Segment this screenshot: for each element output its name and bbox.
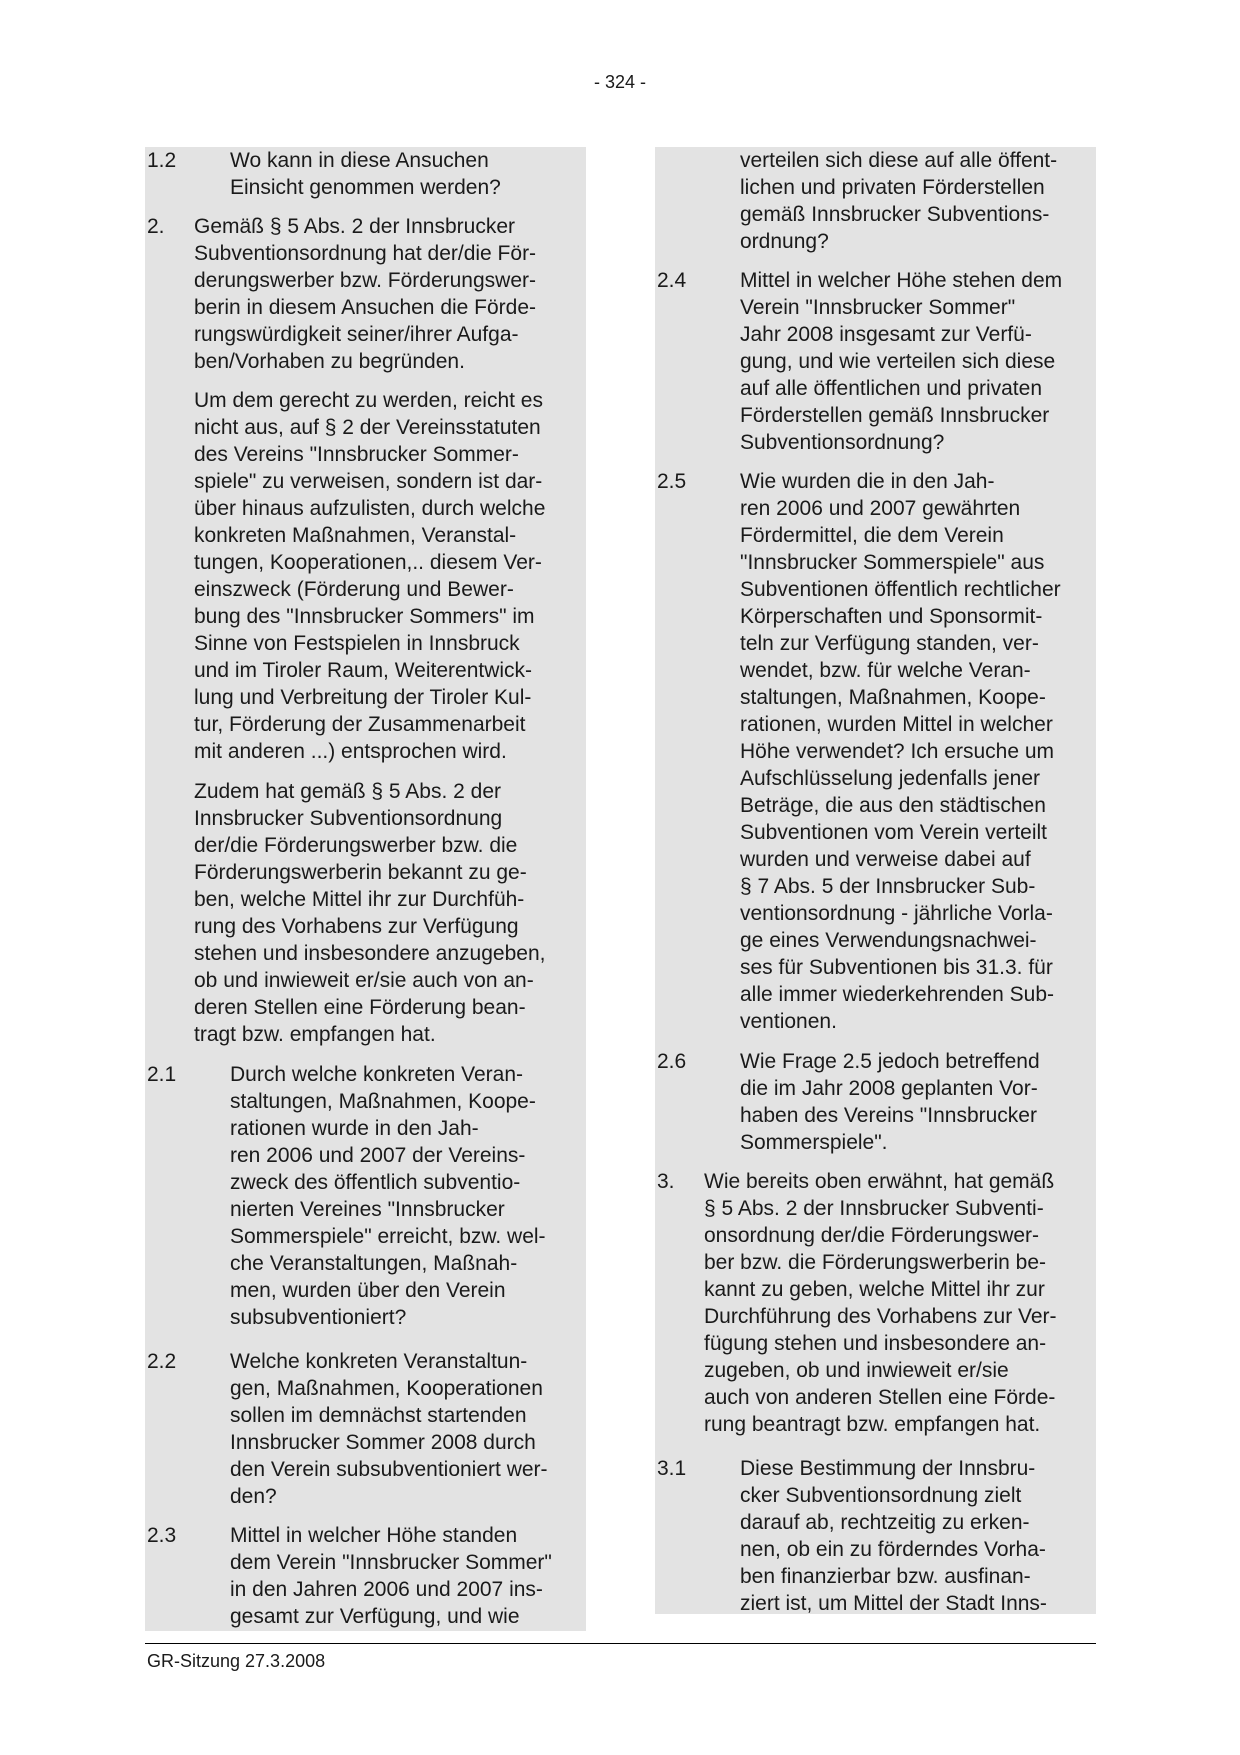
question-text: Wo kann in diese Ansuchen Einsicht genommen werden?	[230, 149, 501, 199]
question-number: 2.6	[657, 1050, 687, 1073]
question-text: Wie bereits oben erwähnt, hat gemäß § 5 Abs. 2 der Innsbrucker Subventi- onsordnung der/die Förderungswer- ber bzw. die Förderungswerberin be- kannt zu geben, welche Mittel ihr zur Durchführung des Vorhabens zur Ver- fügung stehen und insbesondere an- zugeben, ob und inwieweit er/sie auch von anderen Stellen eine Förde- rung beantragt bzw. empfangen hat.	[704, 1170, 1057, 1436]
question-number: 2.4	[657, 269, 687, 292]
footer-text: GR-Sitzung 27.3.2008	[147, 1651, 326, 1671]
paragraph: Zudem hat gemäß § 5 Abs. 2 der Innsbrucker Subventionsordnung der/die Förderungswerber bzw. die Förderungswerberin bekannt zu ge- ben, welche Mittel ihr zur Durchfüh- rung des Vorhabens zur Verfügung stehen und insbesondere anzugeben, ob und inwieweit er/sie auch von an- deren Stellen eine Förderung bean- tragt bzw. empfangen hat.	[194, 780, 546, 1046]
page-number: - 324 -	[593, 72, 647, 92]
question-text: Welche konkreten Veranstaltun- gen, Maßnahmen, Kooperationen sollen im demnächst startenden Innsbrucker Sommer 2008 durch den Verein subsubventioniert wer- den?	[230, 1350, 548, 1508]
question-text: Wie wurden die in den Jah- ren 2006 und 2007 gewährten Fördermittel, die dem Verein "Innsbrucker Sommerspiele" aus Subventionen öffentlich rechtlicher Körperschaften und Sponsormit- teln zur Verfügung standen, ver- wendet, bzw. für welche Veran- staltungen, Maßnahmen, Koope- rationen, wurden Mittel in welcher Höhe verwendet? Ich ersuche um Aufschlüsselung jedenfalls jener Beträge, die aus den städtischen Subventionen vom Verein verteilt wurden und verweise dabei auf § 7 Abs. 5 der Innsbrucker Sub- ventionsordnung - jährliche Vorla- ge eines Verwendungsnachwei- ses für Subventionen bis 31.3. für alle immer wiederkehrenden Sub- ventionen.	[740, 470, 1061, 1033]
question-number: 2.2	[147, 1350, 177, 1373]
question-number: 3.1	[657, 1457, 687, 1480]
paragraph: Um dem gerecht zu werden, reicht es nicht aus, auf § 2 der Vereinsstatuten des Vereins "Innsbrucker Sommer- spiele" zu verweisen, sondern ist dar- über hinaus aufzulisten, durch welche konkreten Maßnahmen, Veranstal- tungen, Kooperationen,.. diesem Ver- einszweck (Förderung und Bewer- bung des "Innsbrucker Sommers" im Sinne von Festspielen in Innsbruck und im Tiroler Raum, Weiterentwick- lung und Verbreitung der Tiroler Kul- tur, Förderung der Zusammenarbeit mit anderen ...) entsprochen wird.	[194, 389, 546, 763]
question-text: Wie Frage 2.5 jedoch betreffend die im Jahr 2008 geplanten Vor- haben des Vereins "Innsbrucker Sommerspiele".	[740, 1050, 1040, 1154]
question-number: 2.1	[147, 1063, 177, 1086]
question-text: Gemäß § 5 Abs. 2 der Innsbrucker Subventionsordnung hat der/die För- derungswerber bzw. Förderungswer- berin in diesem Ansuchen die Förde- rungswürdigkeit seiner/ihrer Aufga- ben/Vorhaben zu begründen.	[194, 215, 537, 373]
question-text: Mittel in welcher Höhe stehen dem Verein "Innsbrucker Sommer" Jahr 2008 insgesamt zur Verfü- gung, und wie verteilen sich diese auf alle öffentlichen und privaten Förderstellen gemäß Innsbrucker Subventionsordnung?	[740, 269, 1063, 454]
question-text: Mittel in welcher Höhe standen dem Verein "Innsbrucker Sommer" in den Jahren 2006 und 2007 ins- gesamt zur Verfügung, und wie	[230, 1524, 552, 1628]
question-text: Durch welche konkreten Veran- staltungen, Maßnahmen, Koope- rationen wurde in den Jah- ren 2006 und 2007 der Vereins- zweck des öffentlich subventio- nierten Vereines "Innsbrucker Sommerspiele" erreicht, bzw. wel- che Veranstaltungen, Maßnah- men, wurden über den Verein subsubventioniert?	[230, 1063, 546, 1329]
footer-divider	[145, 1643, 1096, 1644]
question-number: 2.5	[657, 470, 687, 493]
question-text-continued: verteilen sich diese auf alle öffent- lichen und privaten Förderstellen gemäß Innsbrucker Subventions- ordnung?	[740, 149, 1058, 253]
question-number: 1.2	[147, 149, 177, 172]
right-column	[655, 147, 1096, 1614]
question-number: 2.3	[147, 1524, 177, 1547]
question-number: 2.	[147, 215, 165, 238]
left-column	[145, 147, 586, 1631]
question-number: 3.	[657, 1170, 675, 1193]
question-text: Diese Bestimmung der Innsbru- cker Subventionsordnung zielt darauf ab, rechtzeitig zu erken- nen, ob ein zu förderndes Vorha- ben finanzierbar bzw. ausfinan- ziert ist, um Mittel der Stadt Inns-	[740, 1457, 1047, 1615]
